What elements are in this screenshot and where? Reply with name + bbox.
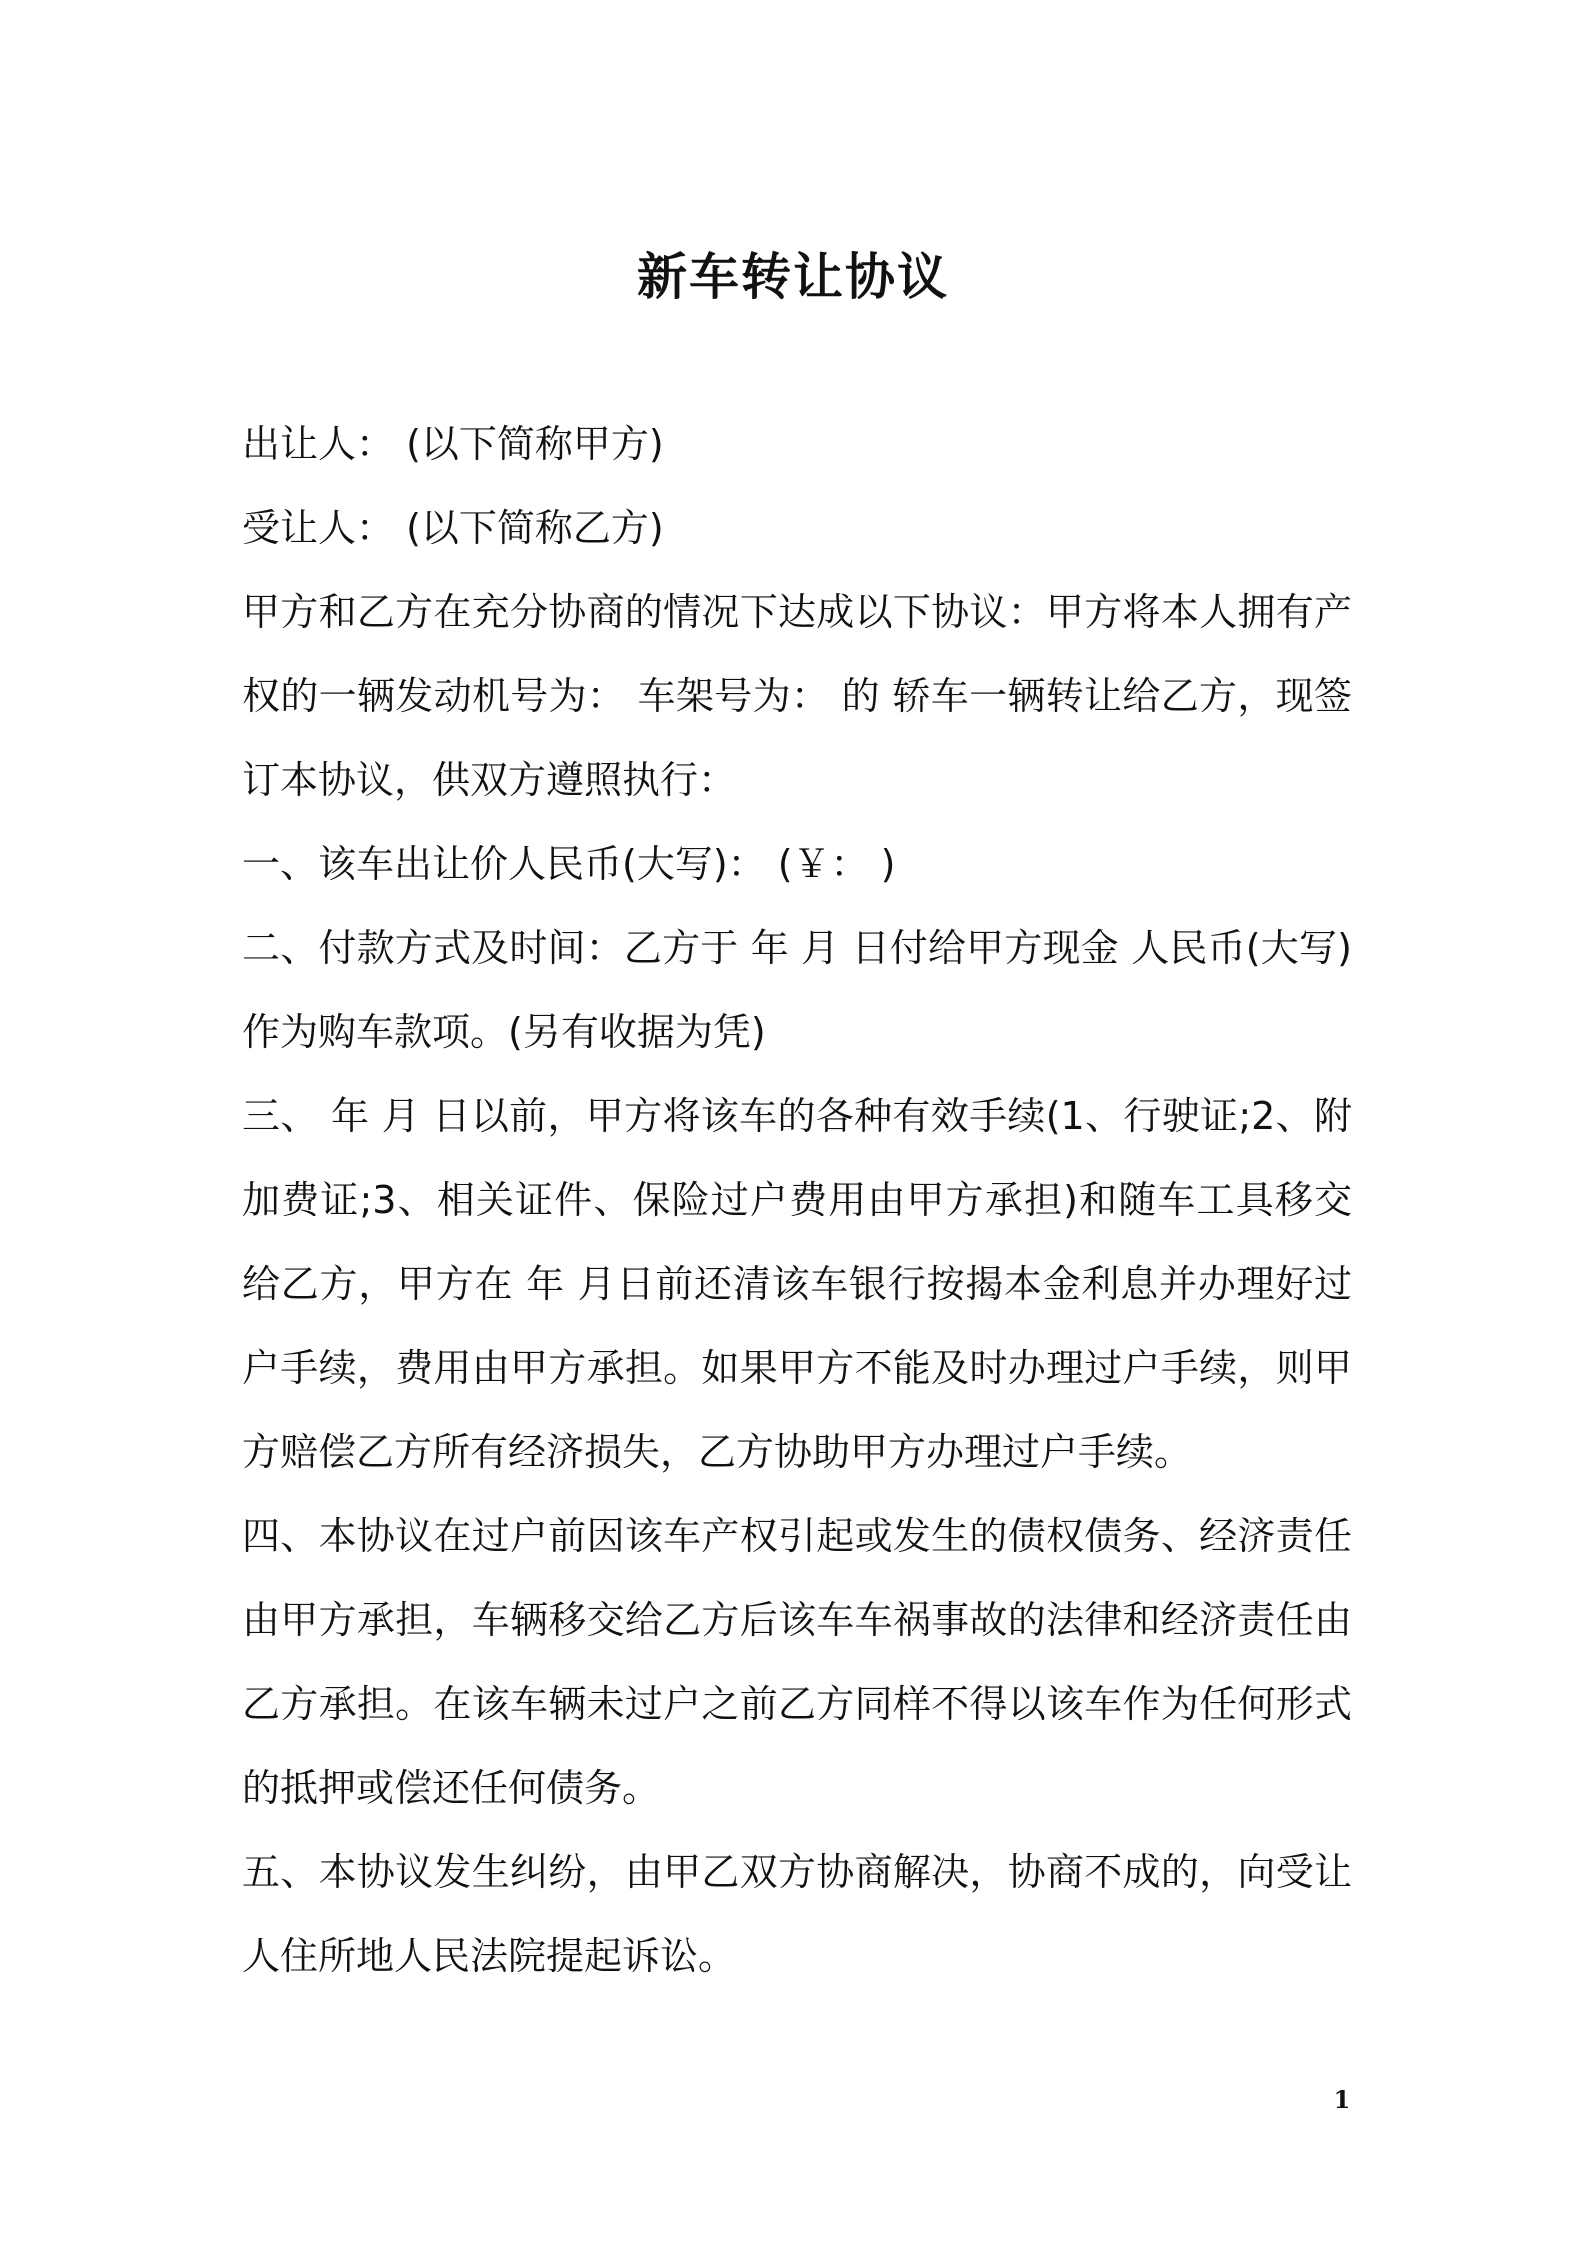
paragraph-clause-5-dispute: 五、本协议发生纠纷，由甲乙双方协商解决，协商不成的，向受让人住所地人民法院提起诉讼。: [242, 1850, 1352, 1978]
page-number: 1: [1333, 2085, 1351, 2114]
paragraph-clause-2-payment: 二、付款方式及时间：乙方于 年 月 日付给甲方现金 人民币(大写)作为购车款项。(另有收据为凭): [242, 926, 1352, 1054]
paragraph-clause-4-liability: 四、本协议在过户前因该车产权引起或发生的债权债务、经济责任由甲方承担，车辆移交给乙方后该车车祸事故的法律和经济责任由乙方承担。在该车辆未过户之前乙方同样不得以该车作为任何形式的抵押或偿还任何债务。: [242, 1514, 1352, 1810]
paragraph-agreement-intro: 甲方和乙方在充分协商的情况下达成以下协议：甲方将本人拥有产权的一辆发动机号为： 车架号为： 的 轿车一辆转让给乙方，现签订本协议，供双方遵照执行：: [242, 590, 1352, 802]
paragraph-clause-1-price: 一、该车出让价人民币(大写)： (￥： ): [242, 842, 896, 886]
document-body: [242, 402, 1352, 1998]
document-title: 新车转让协议: [637, 247, 949, 306]
paragraph-clause-3-handover: 三、 年 月 日以前，甲方将该车的各种有效手续(1、行驶证;2、附加费证;3、相关证件、保险过户费用由甲方承担)和随车工具移交给乙方，甲方在 年 月日前还清该车银行按揭本金利息并办理好过户手续，费用由甲方承担。如果甲方不能及时办理过户手续，则甲方赔偿乙方所有经济损失，乙方协助甲方办理过户手续。: [242, 1094, 1352, 1474]
paragraph-transferor: 出让人： (以下简称甲方): [242, 422, 664, 466]
paragraph-transferee: 受让人： (以下简称乙方): [242, 506, 664, 550]
